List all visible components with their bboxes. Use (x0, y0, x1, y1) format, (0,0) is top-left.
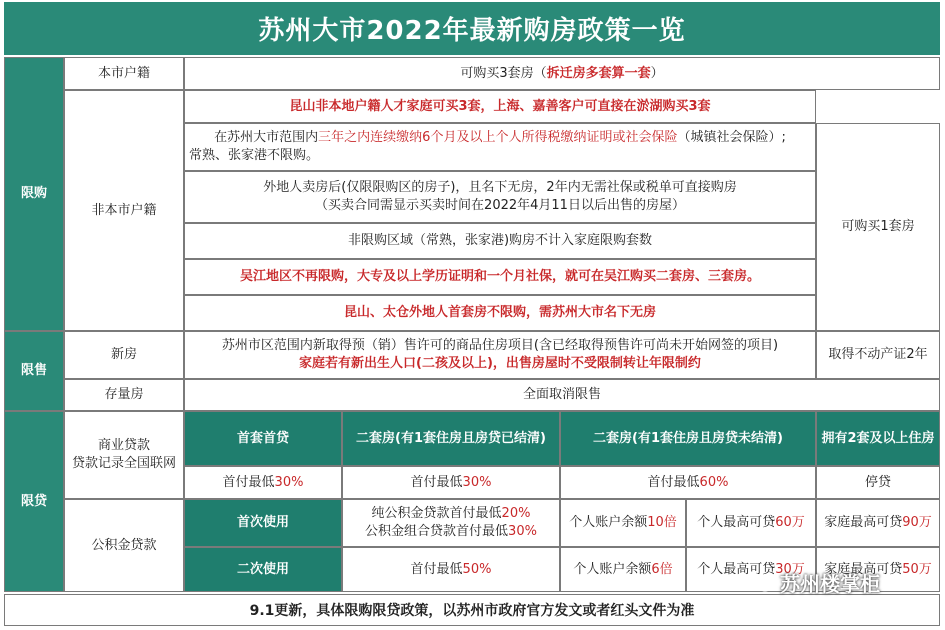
commercial-first-down: 首付最低 30% (184, 466, 342, 499)
existing-house-text: 全面取消限售 (184, 379, 940, 411)
fund-second-max: 个人最高可贷 30万 (686, 547, 816, 592)
local-hukou-label: 本市户籍 (64, 57, 184, 90)
header-two-plus: 拥有2套及以上住房 (816, 411, 940, 466)
commercial-second-cleared-down: 首付最低 30% (342, 466, 560, 499)
section-xiandai: 限贷 (4, 411, 64, 592)
new-house-label: 新房 (64, 331, 184, 379)
commercial-second-uncleared-down: 首付最低 60% (560, 466, 816, 499)
nonlocal-right: 可购买1套房 (816, 123, 940, 331)
header-second-cleared: 二套房(有1套住房且房贷已结清) (342, 411, 560, 466)
commercial-loan-label: 商业贷款 贷款记录全国联网 (64, 411, 184, 499)
fund-second-down: 首付最低 50% (342, 547, 560, 592)
nonlocal-row-sold: 外地人卖房后(仅限限购区的房子)，且名下无房，2年内无需社保或税单可直接购房 （买卖合同需显示买卖时间在2022年4月11日以后出售的房屋） (184, 171, 816, 223)
fund-second-balance: 个人账户余额 6倍 (560, 547, 686, 592)
fund-first-max: 个人最高可贷 60万 (686, 499, 816, 547)
first-use-label: 首次使用 (184, 499, 342, 547)
second-use-label: 二次使用 (184, 547, 342, 592)
nonlocal-row-kunshan: 昆山非本地户籍人才家庭可买3套，上海、嘉善客户可直接在淤湖购买3套 (184, 90, 816, 123)
new-house-right: 取得不动产证2年 (816, 331, 940, 379)
nonlocal-row-tax: 在苏州大市范围内三年之内连续缴纳6个月及以上个人所得税缴纳证明或社会保险（城镇社会保险）; 常熟、张家港不限购。 (184, 123, 816, 171)
header-first-home: 首套首贷 (184, 411, 342, 466)
section-xiangou: 限购 (4, 57, 64, 331)
nonlocal-row-nonlimited: 非限购区域（常熟，张家港)购房不计入家庭限购套数 (184, 223, 816, 259)
nonlocal-row-kunshan-taicang: 昆山、太仓外地人首套房不限购，需苏州大市名下无房 (184, 295, 816, 331)
header-second-uncleared: 二套房(有1套住房且房贷未结清) (560, 411, 816, 466)
fund-second-family: 家庭最高可贷 50万 (816, 547, 940, 592)
existing-house-label: 存量房 (64, 379, 184, 411)
section-xianshou: 限售 (4, 331, 64, 411)
watermark (748, 568, 880, 597)
watermark-text: 苏州楼掌柜 (780, 572, 880, 596)
fund-loan-label: 公积金贷款 (64, 499, 184, 592)
nonlocal-row-wujiang: 吴江地区不再限购，大专及以上学历证明和一个月社保，就可在吴江购买二套房、三套房。 (184, 259, 816, 295)
page-title: 苏州大市2022年最新购房政策一览 (4, 2, 940, 55)
fund-first-balance: 个人账户余额 10倍 (560, 499, 686, 547)
footer-note: 9.1更新，具体限购限贷政策，以苏州市政府官方发文或者红头文件为准 (4, 594, 940, 626)
nonlocal-hukou-label: 非本市户籍 (64, 90, 184, 331)
fund-first-family: 家庭最高可贷 90万 (816, 499, 940, 547)
local-hukou-text: 可购买3套房（ 拆迁房多套算一套 ） (184, 57, 940, 90)
commercial-stop-loan: 停贷 (816, 466, 940, 499)
wechat-icon (748, 573, 774, 593)
new-house-text: 苏州市区范围内新取得预（销）售许可的商品住房项目(含已经取得预售许可尚未开始网签的项目) 家庭若有新出生人口(二孩及以上)，出售房屋时不受限制转让年限制约 (184, 331, 816, 379)
fund-first-down: 纯公积金贷款首付最低20% 公积金组合贷款首付最低30% (342, 499, 560, 547)
